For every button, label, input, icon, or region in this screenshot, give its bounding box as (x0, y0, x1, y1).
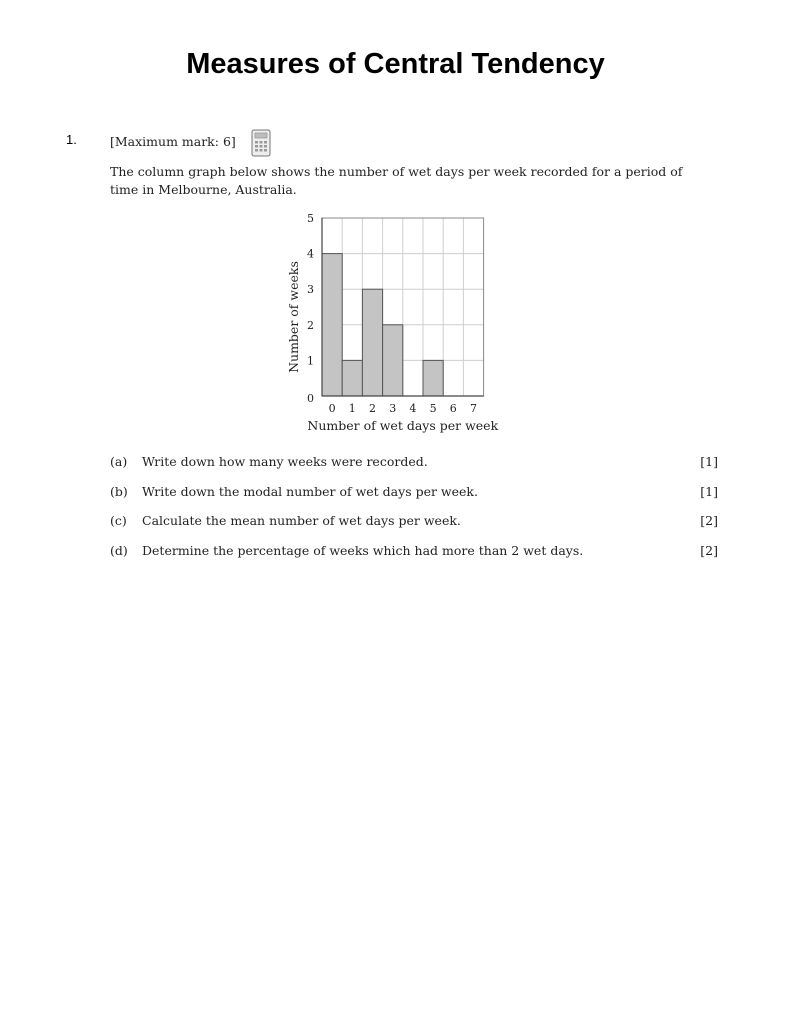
part-text: Write down the modal number of wet days per week. (142, 483, 478, 499)
page-title: Measures of Central Tendency (186, 48, 605, 80)
bar-3 (383, 325, 403, 396)
part-mark: [1] (700, 483, 718, 499)
part-label: (a) (110, 454, 128, 469)
max-mark: [Maximum mark: 6] (110, 134, 236, 149)
question-part-d (110, 542, 720, 572)
y-axis-label: Number of weeks (286, 261, 301, 373)
x-tick-label: 0 (328, 402, 336, 415)
part-label: (c) (110, 513, 127, 528)
part-text: Determine the percentage of weeks which had more than 2 wet days. (142, 542, 584, 558)
part-label: (d) (110, 542, 128, 558)
bar-2 (362, 289, 382, 396)
question-part-c (110, 512, 720, 542)
x-tick-label: 6 (449, 402, 457, 415)
question-part-b (110, 483, 720, 513)
bar-5 (423, 360, 443, 396)
y-tick-label: 4 (307, 247, 314, 261)
bar-1 (342, 360, 362, 396)
question-parts (110, 453, 720, 571)
x-tick-label: 4 (409, 402, 417, 415)
x-tick-label: 7 (470, 402, 477, 415)
x-axis-label: Number of wet days per week (307, 418, 499, 433)
chart-labels (286, 212, 499, 433)
y-tick-label: 3 (307, 283, 314, 297)
y-tick-label: 2 (307, 318, 314, 332)
x-tick-label: 2 (369, 402, 376, 415)
bar-0 (322, 254, 342, 396)
part-mark: [1] (700, 454, 718, 469)
part-text: Write down how many weeks were recorded. (142, 454, 428, 469)
calculator-icon (251, 129, 271, 157)
part-mark: [2] (700, 513, 718, 528)
x-tick-label: 3 (389, 402, 397, 415)
question-intro: The column graph below shows the number of wet days per week recorded for a period of time in Melbourne, Australia. (110, 164, 683, 197)
question-part-a (110, 453, 720, 483)
x-tick-label: 1 (348, 402, 356, 415)
question-number: 1. (66, 132, 77, 147)
x-tick-label: 5 (429, 402, 437, 415)
part-text: Calculate the mean number of wet days per week. (142, 513, 461, 528)
wet-days-column-graph (280, 205, 510, 440)
part-mark: [2] (700, 542, 718, 558)
y-tick-label: 1 (307, 354, 314, 368)
y-tick-label: 0 (307, 392, 314, 405)
part-label: (b) (110, 483, 128, 499)
y-tick-label: 5 (307, 212, 314, 225)
